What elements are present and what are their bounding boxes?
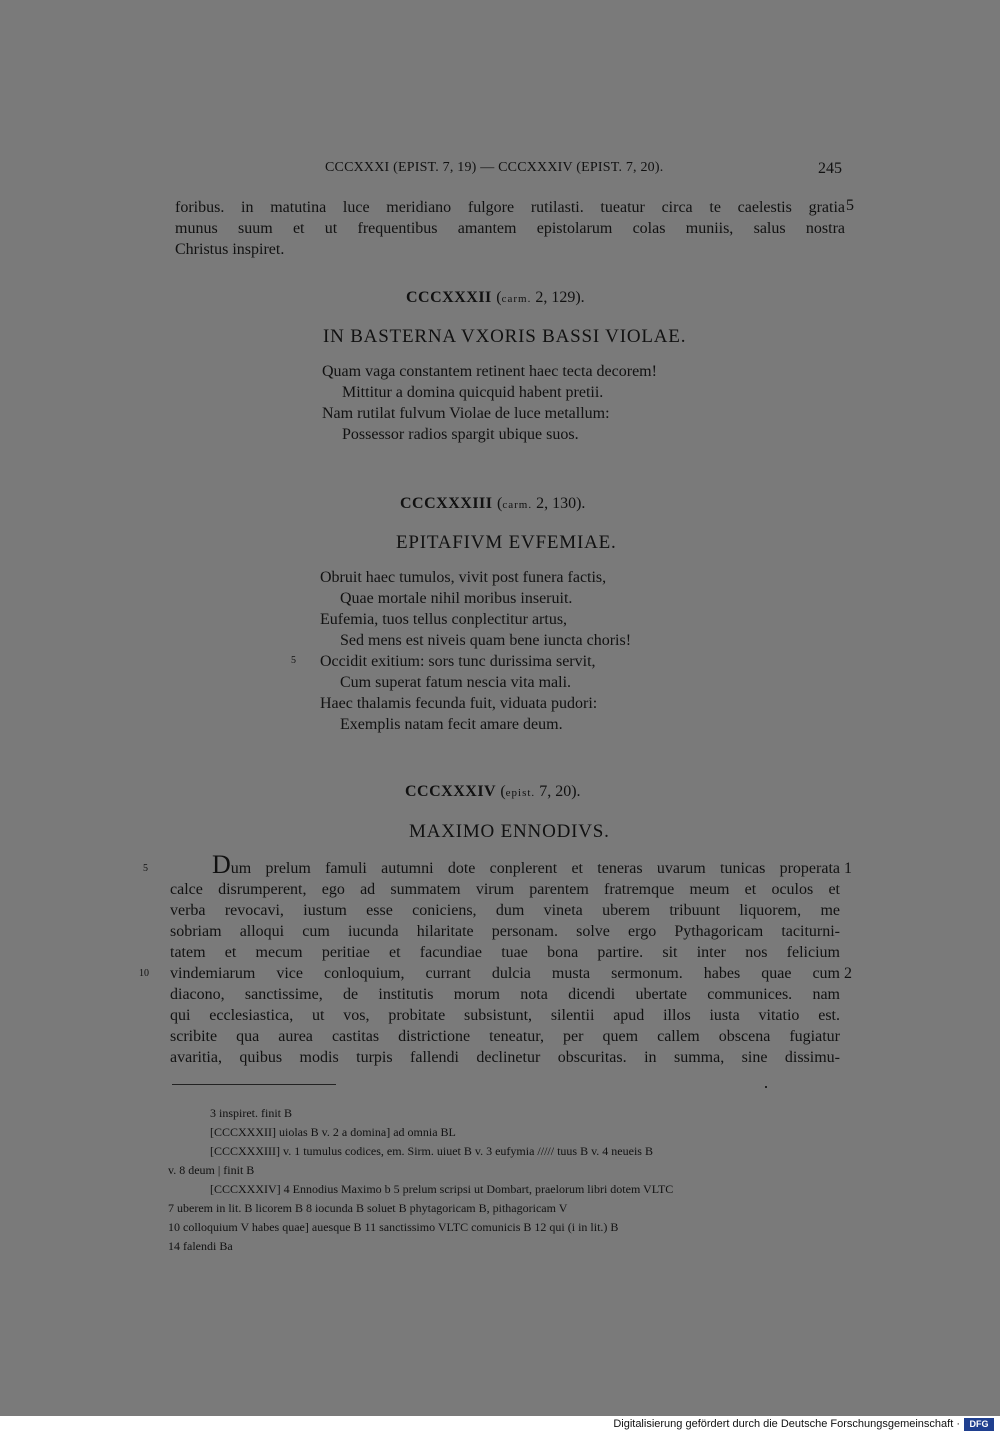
apparatus-line: v. 8 deum | finit B [168, 1163, 255, 1177]
letter-line: avaritia, quibus modis turpis fallendi declinetur obscuritas. in summa, sine dissimu- [170, 1049, 840, 1066]
section-number: CCCXXXIII [400, 495, 493, 512]
poem-332 [322, 361, 657, 445]
verse-line: Exemplis natam fecit amare deum. [340, 716, 563, 733]
verse-line: Haec thalamis fecunda fuit, viduata pudori: [320, 695, 598, 712]
apparatus-line: 7 uberem in lit. B licorem B 8 iocunda B soluet B phytagoricam B, pithagoricam V [168, 1201, 568, 1215]
letter-line: Dum prelum famuli autumni dote conplerent et teneras uvarum tunicas properata [212, 850, 840, 879]
section-heading-332 [406, 289, 585, 307]
paragraph-number: 1 [844, 860, 852, 877]
intro-line: Christus inspiret. [175, 241, 285, 258]
verse-line: Mittitur a domina quicquid habent pretii. [342, 384, 604, 401]
speck [765, 1086, 767, 1088]
intro-line: munus suum et ut frequentibus amantem epistolarum colas muniis, salus nostra [175, 220, 845, 237]
verse-line: Possessor radios spargit ubique suos. [342, 426, 579, 443]
paragraph-number: 2 [844, 965, 852, 982]
section-number: CCCXXXII [406, 289, 492, 306]
footnote-rule [172, 1084, 336, 1085]
margin-line-number: 5 [143, 863, 148, 874]
section-heading-333 [400, 495, 585, 513]
verse-line: Occidit exitium: sors tunc durissima servit, [320, 653, 596, 670]
funding-footer [0, 1416, 1000, 1434]
section-title-332: IN BASTERNA VXORIS BASSI VIOLAE. [323, 326, 687, 347]
apparatus-line: [CCCXXXII] uiolas B v. 2 a domina] ad omnia BL [210, 1125, 456, 1139]
verse-line: Nam rutilat fulvum Violae de luce metallum: [322, 405, 610, 422]
verse-line: Quam vaga constantem retinent haec tecta decorem! [322, 363, 657, 380]
section-ref: (epist. 7, 20). [500, 783, 581, 800]
section-ref: (carm. 2, 130). [497, 495, 586, 512]
intro-paragraph [175, 197, 845, 260]
letter-line: scribite qua aurea castitas districtione teneatur, per quem callem obscena fugiatur [170, 1028, 840, 1045]
verse-line-number: 5 [291, 655, 296, 666]
apparatus-line: 3 inspiret. finit B [210, 1106, 292, 1120]
letter-body [170, 850, 840, 1068]
letter-line: sobriam alloqui cum iucunda hilaritate personam. solve ergo Pythagoricam taciturni- [170, 923, 840, 940]
intro-line: foribus. in matutina luce meridiano fulgore rutilasti. tueatur circa te caelestis gratia [175, 199, 845, 216]
letter-line: verba revocavi, iustum esse coniciens, dum vineta uberem tribuunt liquorem, me [170, 902, 840, 919]
margin-line-number: 5 [846, 197, 854, 214]
apparatus-line: 10 colloquium V habes quae] auesque B 11 sanctissimo VLTC comunicis B 12 qui (i in lit.) B [168, 1220, 619, 1234]
apparatus-line: 14 falendi Ba [168, 1239, 233, 1253]
letter-line: vindemiarum vice conloquium, currant dulcia musta sermonum. habes quae cum [170, 965, 840, 982]
critical-apparatus [168, 1104, 840, 1256]
letter-line: tatem et mecum peritiae et facundiae tuae bona partire. sit inter nos felicium [170, 944, 840, 961]
funding-note: Digitalisierung gefördert durch die Deutsche Forschungsgemeinschaft · [613, 1418, 960, 1430]
section-title-334: MAXIMO ENNODIVS. [409, 821, 610, 842]
letter-line: calce disrumperent, ego ad summatem virum parentem fratremque meum et oculos et [170, 881, 840, 898]
page-number: 245 [818, 160, 842, 177]
running-title: CCCXXXI (EPIST. 7, 19) — CCCXXXIV (EPIST. 7, 20). [325, 160, 664, 175]
apparatus-line: [CCCXXXIV] 4 Ennodius Maximo b 5 prelum scripsi ut Dombart, praelorum libri dotem VLTC [210, 1182, 674, 1196]
verse-line: Quae mortale nihil moribus inseruit. [340, 590, 573, 607]
letter-line: diacono, sanctissime, de institutis morum nota dicendi ubertate communices. nam [170, 986, 840, 1003]
verse-line: Sed mens est niveis quam bene iuncta choris! [340, 632, 632, 649]
apparatus-line: [CCCXXXIII] v. 1 tumulus codices, em. Sirm. uiuet B v. 3 eufymia ///// tuus B v. 4 neueis B [210, 1144, 653, 1158]
verse-line: Obruit haec tumulos, vivit post funera factis, [320, 569, 607, 586]
verse-line: Cum superat fatum nescia vita mali. [340, 674, 572, 691]
section-title-333: EPITAFIVM EVFEMIAE. [396, 532, 617, 553]
section-number: CCCXXXIV [405, 783, 496, 800]
verse-line: Eufemia, tuos tellus conplectitur artus, [320, 611, 568, 628]
section-ref: (carm. 2, 129). [496, 289, 585, 306]
section-heading-334 [405, 783, 581, 801]
drop-cap: D [212, 850, 231, 879]
dfg-logo: DFG [964, 1418, 994, 1431]
margin-line-number: 10 [139, 968, 149, 979]
poem-333 [320, 567, 631, 735]
letter-line: qui ecclesiastica, ut vos, probitate subsistunt, silentii apud illos iusta vitatio est. [170, 1007, 840, 1024]
